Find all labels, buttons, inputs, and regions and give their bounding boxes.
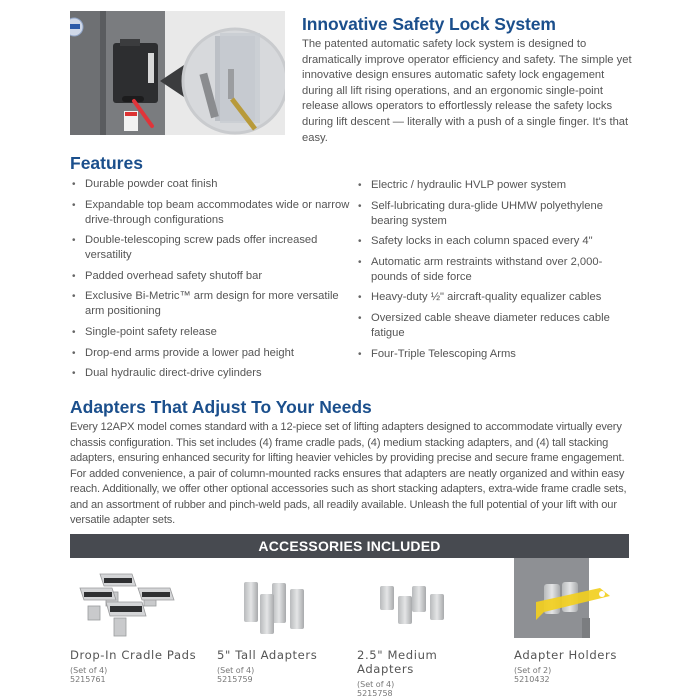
adapter-holders-image	[514, 566, 654, 644]
accessory-part-number: 5215759	[217, 675, 253, 684]
accessory-set: (Set of 4)	[357, 680, 395, 689]
accessory-part-number: 5210432	[514, 675, 550, 684]
feature-item: • Oversized cable sheave diameter reduces cable fatigue	[358, 311, 633, 341]
accessory-set: (Set of 4)	[70, 666, 108, 675]
features-list-right	[358, 178, 633, 367]
accessory-name: 5" Tall Adapters	[217, 648, 318, 662]
feature-item: • Heavy-duty ½" aircraft-quality equalizer cables	[358, 290, 633, 305]
feature-item: • Self-lubricating dura-glide UHMW polyethylene bearing system	[358, 199, 633, 229]
accessory-part-number: 5215758	[357, 689, 393, 698]
accessory-set: (Set of 2)	[514, 666, 552, 675]
adapters-title: Adapters That Adjust To Your Needs	[70, 397, 372, 417]
feature-item: • Drop-end arms provide a lower pad height	[72, 346, 352, 361]
accessory-name: Adapter Holders	[514, 648, 618, 662]
feature-item: • Durable powder coat finish	[72, 177, 352, 192]
feature-item: • Safety locks in each column spaced every 4"	[358, 234, 633, 249]
accessories-banner: ACCESSORIES INCLUDED	[70, 534, 629, 558]
medium-adapters-image	[357, 566, 497, 644]
feature-item: • Electric / hydraulic HVLP power system	[358, 178, 633, 193]
accessory-tall-adapters	[217, 566, 357, 684]
adapters-body: Every 12APX model comes standard with a 12-piece set of lifting adapters designed to accommodate virtually every chassis configuration. This set includes (4) frame cradle pads, (4) medium stacking adapters, and (4) tall stacking adapters, ensuring enhanced security for lifting heavier vehicles by providing precise and secure frame engagement. For added convenience, a pair of column-mounted racks ensures that adapters are neatly organized and within easy reach. Additionally, we offer other optional accessories such as short stacking adapters, extra-wide frame cradle sets, and an assortment of rubber and pinch-weld pads, all readily available. Unleash the full potential of your lift with our versatile adapter sets.	[70, 421, 627, 526]
accessory-medium-adapters	[357, 566, 497, 698]
feature-item: • Dual hydraulic direct-drive cylinders	[72, 366, 352, 381]
feature-item: • Four-Triple Telescoping Arms	[358, 347, 633, 362]
accessory-adapter-holders	[514, 566, 654, 684]
accessory-part-number: 5215761	[70, 675, 106, 684]
features-title: Features	[70, 153, 143, 173]
feature-item: • Single-point safety release	[72, 325, 352, 340]
feature-item: • Padded overhead safety shutoff bar	[72, 269, 352, 284]
feature-item: • Double-telescoping screw pads offer increased versatility	[72, 233, 352, 263]
features-list-left	[72, 177, 352, 387]
feature-item: • Automatic arm restraints withstand over 2,000-pounds of side force	[358, 255, 633, 285]
intro-body: The patented automatic safety lock system is designed to dramatically improve operator efficiency and safety. The simple yet innovative design ensures automatic safety lock engagement during all lift rising operations, and an ergonomic single-point release allows operators to effortlessly release the safety locks during lift descent — literally with a push of a single finger. It's that easy.	[302, 38, 632, 144]
accessory-set: (Set of 4)	[217, 666, 255, 675]
tall-adapters-image	[217, 566, 357, 644]
accessory-name: Drop-In Cradle Pads	[70, 648, 197, 662]
cradle-pads-image	[70, 566, 210, 644]
feature-item: • Expandable top beam accommodates wide or narrow drive-through configurations	[72, 198, 352, 228]
safety-lock-image	[70, 11, 285, 135]
intro-title: Innovative Safety Lock System	[302, 14, 556, 34]
feature-item: • Exclusive Bi-Metric™ arm design for more versatile arm positioning	[72, 289, 352, 319]
accessory-name: 2.5" Medium Adapters	[357, 648, 438, 676]
accessory-cradle-pads	[70, 566, 210, 684]
